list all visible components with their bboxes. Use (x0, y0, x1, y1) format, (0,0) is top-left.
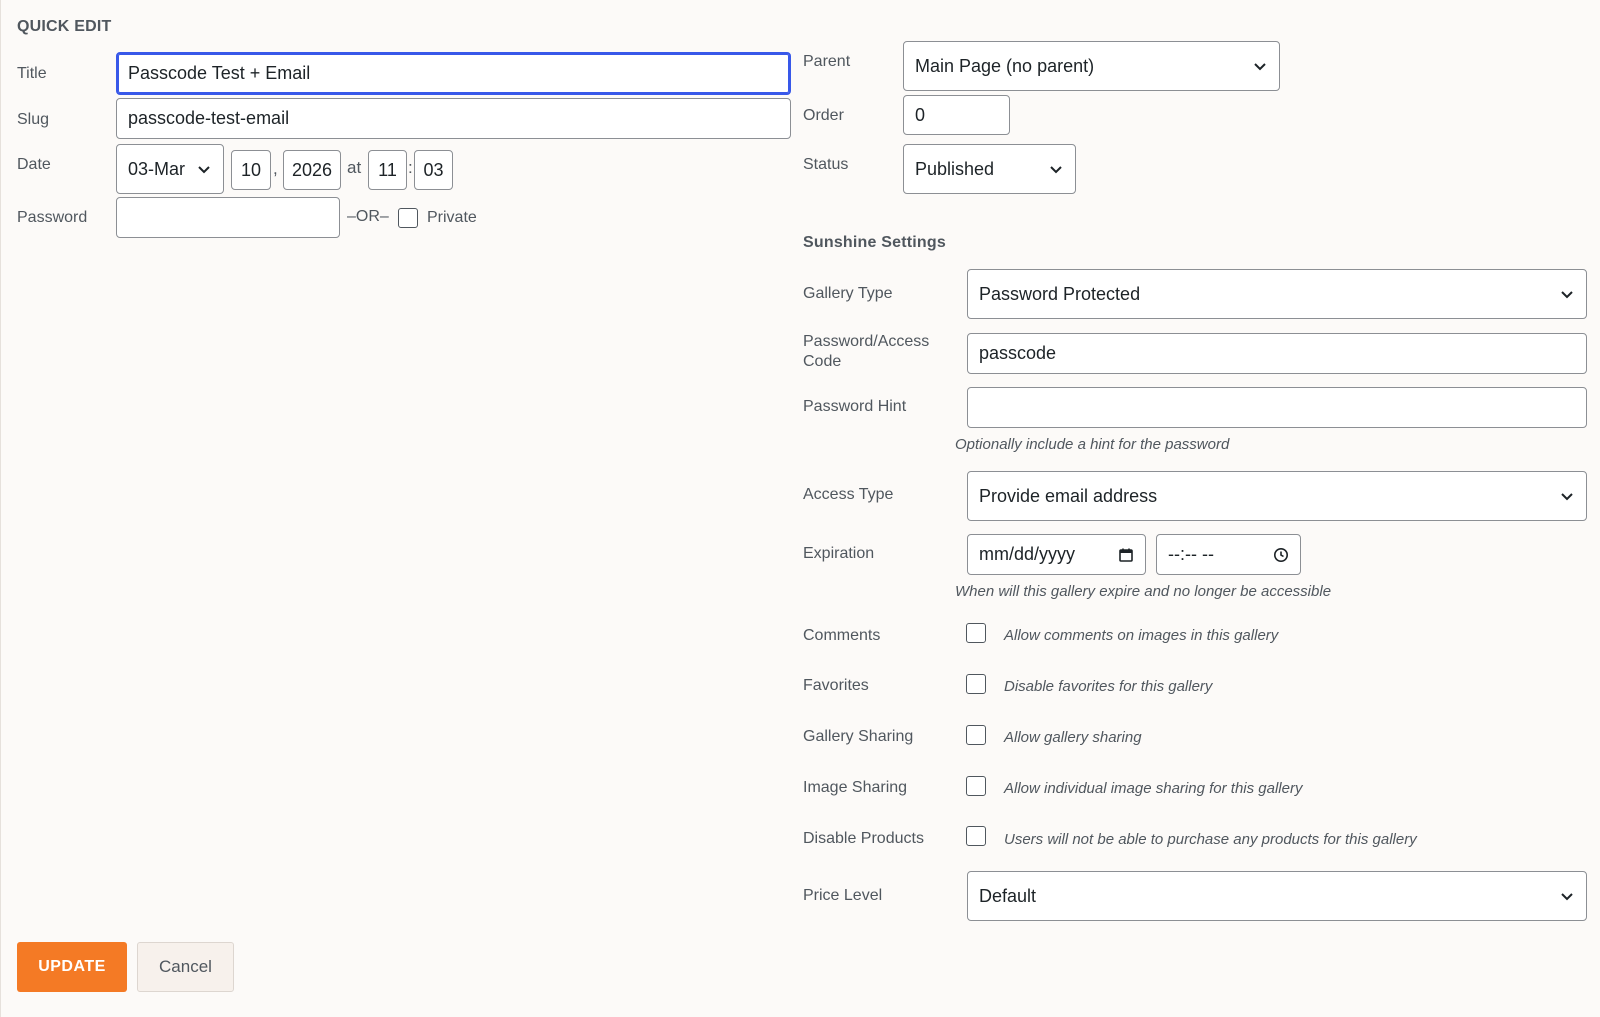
private-label: Private (427, 209, 477, 226)
expiration-help: When will this gallery expire and no longer be accessible (955, 583, 1332, 600)
date-minute-input[interactable] (414, 150, 453, 190)
title-input[interactable] (116, 52, 791, 95)
price-level-value: Default (979, 885, 1037, 906)
slug-input[interactable] (116, 98, 791, 139)
password-label: Password (17, 209, 88, 226)
comments-checkbox[interactable] (966, 623, 986, 643)
disable-products-description: Users will not be able to purchase any products for this gallery (1004, 831, 1417, 848)
chevron-down-icon (1559, 888, 1575, 904)
access-code-label-line2: Code (803, 353, 842, 370)
status-label: Status (803, 156, 849, 173)
update-button[interactable]: UPDATE (17, 942, 127, 992)
chevron-down-icon (1559, 488, 1575, 504)
expiration-label: Expiration (803, 545, 875, 562)
favorites-checkbox[interactable] (966, 674, 986, 694)
order-input[interactable] (903, 95, 1010, 135)
image-sharing-label: Image Sharing (803, 779, 908, 796)
chevron-down-icon (1048, 161, 1064, 177)
access-code-value: passcode (979, 343, 1057, 363)
panel-left-border (0, 0, 1, 1017)
access-type-label: Access Type (803, 486, 894, 503)
date-at-text: at (347, 158, 362, 177)
gallery-type-value: Password Protected (979, 283, 1141, 304)
date-comma: , (273, 159, 278, 178)
disable-products-checkbox[interactable] (966, 826, 986, 846)
expiration-time-input[interactable] (1156, 534, 1301, 575)
comments-description: Allow comments on images in this gallery (1004, 627, 1279, 644)
chevron-down-icon (196, 161, 212, 177)
price-level-label: Price Level (803, 887, 883, 904)
order-label: Order (803, 107, 844, 124)
date-year-value: 2026 (291, 159, 333, 180)
expiration-date-input[interactable] (967, 534, 1146, 575)
date-month-value: 03-Mar (128, 158, 186, 179)
date-month-select[interactable] (116, 144, 224, 194)
gallery-type-label: Gallery Type (803, 285, 893, 302)
gallery-sharing-checkbox[interactable] (966, 725, 986, 745)
title-label: Title (17, 65, 47, 82)
comments-label: Comments (803, 627, 881, 644)
access-code-label-line1: Password/Access (803, 333, 930, 350)
image-sharing-checkbox[interactable] (966, 776, 986, 796)
expiration-time-placeholder: --:-- -- (1168, 544, 1214, 564)
password-hint-label: Password Hint (803, 398, 907, 415)
access-type-value: Provide email address (979, 485, 1158, 506)
parent-select[interactable] (903, 41, 1280, 91)
status-select-value: Published (915, 158, 995, 179)
access-code-label (803, 332, 929, 372)
expiration-date-placeholder: mm/dd/yyyy (979, 544, 1076, 564)
access-code-input[interactable] (967, 333, 1587, 374)
calendar-icon[interactable] (1118, 547, 1134, 563)
date-hour-value: 11 (378, 159, 397, 180)
slug-input-value: passcode-test-email (128, 108, 290, 128)
gallery-sharing-description: Allow gallery sharing (1004, 729, 1142, 746)
date-minute-value: 03 (423, 159, 444, 180)
slug-label: Slug (17, 111, 50, 128)
date-hour-input[interactable] (368, 150, 407, 190)
date-label: Date (17, 156, 51, 173)
order-input-value: 0 (915, 104, 926, 125)
gallery-type-select[interactable] (967, 269, 1587, 319)
title-input-value: Passcode Test + Email (128, 63, 311, 83)
or-separator: –OR– (347, 208, 389, 225)
cancel-button[interactable]: Cancel (137, 942, 234, 992)
clock-icon[interactable] (1273, 547, 1289, 563)
date-colon: : (408, 158, 413, 177)
favorites-label: Favorites (803, 677, 869, 694)
password-input[interactable] (116, 197, 340, 238)
sunshine-settings-heading: Sunshine Settings (803, 234, 946, 251)
chevron-down-icon (1252, 58, 1268, 74)
private-checkbox[interactable] (398, 208, 418, 228)
image-sharing-description: Allow individual image sharing for this gallery (1004, 780, 1303, 797)
parent-label: Parent (803, 53, 851, 70)
favorites-description: Disable favorites for this gallery (1004, 678, 1213, 695)
price-level-select[interactable] (967, 871, 1587, 921)
access-type-select[interactable] (967, 471, 1587, 521)
password-hint-input[interactable] (967, 387, 1587, 428)
parent-select-value: Main Page (no parent) (915, 55, 1095, 76)
status-select[interactable] (903, 144, 1076, 194)
quick-edit-heading: QUICK EDIT (17, 18, 112, 35)
date-day-value: 10 (240, 159, 262, 180)
chevron-down-icon (1559, 286, 1575, 302)
password-hint-help: Optionally include a hint for the password (955, 436, 1230, 453)
gallery-sharing-label: Gallery Sharing (803, 728, 914, 745)
date-day-input[interactable] (231, 150, 271, 190)
date-year-input[interactable] (283, 150, 341, 190)
disable-products-label: Disable Products (803, 830, 924, 847)
